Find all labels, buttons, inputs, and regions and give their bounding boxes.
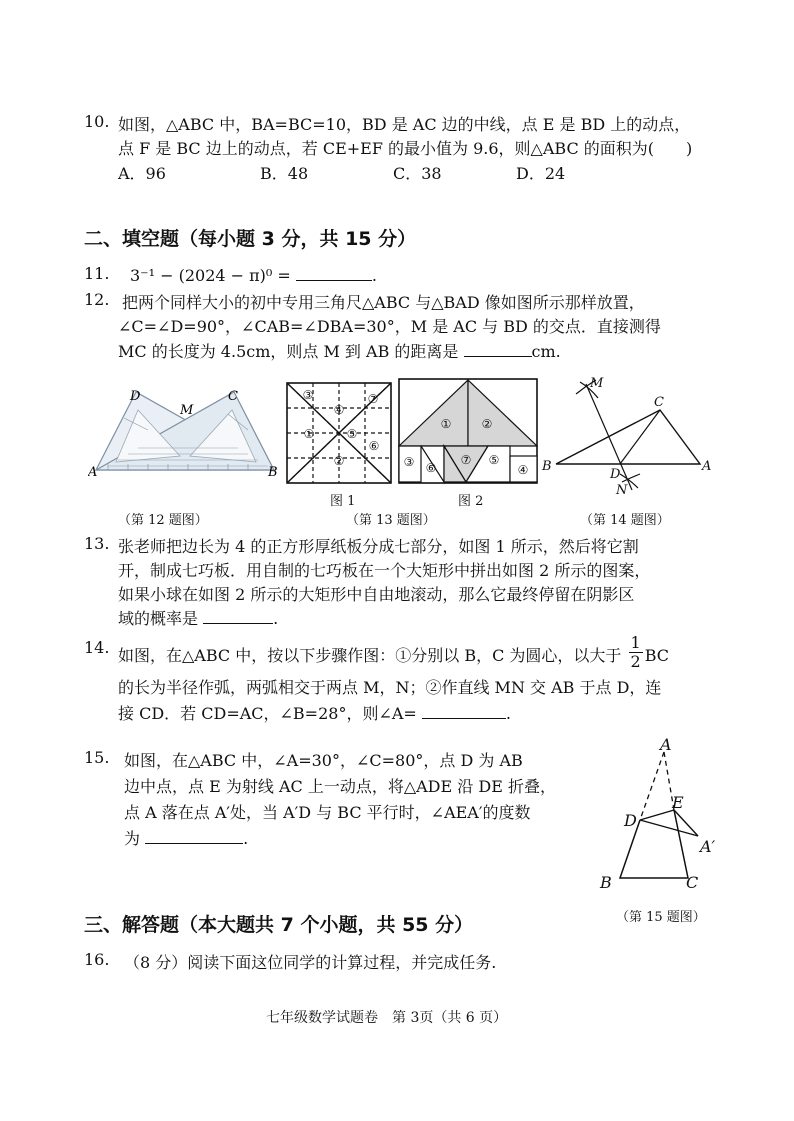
q14-answer-blank[interactable] [422, 702, 506, 719]
q10-line1: 如图，△ABC 中，BA=BC=10，BD 是 AC 边的中线，点 E 是 BD 上的动点， [118, 115, 691, 134]
fig13-g2-piece-5: ⑤ [488, 453, 500, 467]
q11-period: . [371, 266, 378, 285]
q16-text: （8 分）阅读下面这位同学的计算过程，并完成任务. [124, 953, 497, 972]
fig15-label-d: D [624, 811, 637, 830]
fig13-g1-piece-1: ① [303, 427, 315, 441]
fig15-caption: （第 15 题图） [616, 910, 706, 925]
q14-line3 [118, 701, 511, 724]
q10-option-d: D．24 [516, 164, 566, 183]
fig13-g2-piece-3: ③ [403, 455, 415, 469]
q10-line2: 点 F 是 BC 边上的动点，若 CE+EF 的最小值为 9.6，则△ABC 的面积为( ) [118, 139, 693, 158]
fig13-caption: （第 13 题图） [346, 513, 436, 528]
fig13-g1-piece-6: ⑥ [368, 439, 380, 453]
q10-option-b: B．48 [260, 164, 309, 183]
q14-bc: BC [644, 646, 669, 665]
q10-option-c: C．38 [393, 164, 442, 183]
q13-line4 [118, 606, 278, 629]
section2-title: 二、填空题（每小题 3 分，共 15 分） [84, 228, 417, 250]
q12-line1: 把两个同样大小的初中专用三角尺△ABC 与△BAD 像如图所示那样放置， [122, 293, 645, 312]
q11-number: 11. [84, 264, 110, 283]
fig15-label-c: C [686, 873, 699, 892]
q14-fraction [629, 634, 643, 671]
q15-line4-text: 为 [124, 829, 141, 848]
fig13-sub2: 图 2 [458, 494, 484, 509]
fig14-triangle-construction [540, 374, 720, 498]
q15-line4 [124, 826, 248, 849]
q14-fraction-numerator: 1 [630, 633, 641, 652]
q11-line [130, 264, 377, 285]
q13-line4-text: 域的概率是 [118, 609, 199, 628]
q15-line3: 点 A 落在点 A′处，当 A′D 与 BC 平行时，∠AEA′的度数 [124, 803, 531, 822]
fig13-g1-piece-3: ③ [302, 388, 314, 402]
q11-expression: 3⁻¹ − (2024 − π)⁰ = [130, 266, 291, 285]
q16-number: 16. [84, 950, 110, 969]
fig12-caption: （第 12 题图） [118, 513, 208, 528]
q15-period: . [243, 829, 249, 848]
fig14-label-c: C [654, 395, 664, 410]
fig13-g2-piece-1: ① [440, 417, 452, 431]
q12-line3 [118, 339, 561, 362]
fig12-label-c: C [228, 389, 238, 404]
q12-unit: cm. [531, 342, 561, 361]
fig13-tangram-square [286, 382, 392, 484]
fig13-g1-piece-2: ② [333, 454, 345, 468]
fig13-g2-piece-6: ⑥ [425, 461, 437, 475]
q13-line1: 张老师把边长为 4 的正方形厚纸板分成七部分，如图 1 所示，然后将它割 [118, 537, 639, 556]
q14-period: . [505, 704, 512, 723]
q15-number: 15. [84, 748, 110, 767]
fig14-label-b: B [542, 459, 552, 474]
page-footer: 七年级数学试题卷 第 3页（共 6 页） [266, 1010, 508, 1026]
fig13-g2-piece-2: ② [481, 417, 493, 431]
q14-line1 [118, 633, 669, 675]
q15-line1: 如图，在△ABC 中，∠A=30°，∠C=80°，点 D 为 AB [124, 751, 523, 770]
fig12-triangle-rulers [88, 378, 286, 482]
q14-line1-text: 如图，在△ABC 中，按以下步骤作图：①分别以 B，C 为圆心，以大于 [118, 646, 622, 665]
fig15-label-a-prime: A′ [700, 837, 716, 856]
fig13-g2-piece-4: ④ [517, 463, 529, 477]
q10-number: 10. [84, 112, 110, 131]
fig12-label-a: A [88, 465, 98, 480]
fig13-sub1: 图 1 [330, 494, 356, 509]
q12-line3-text: MC 的长度为 4.5cm，则点 M 到 AB 的距离是 [118, 342, 459, 361]
q14-number: 14. [84, 638, 110, 657]
fig15-label-e: E [672, 793, 684, 812]
q12-number: 12. [84, 290, 110, 309]
fig12-label-b: B [268, 465, 278, 480]
q13-number: 13. [84, 534, 110, 553]
fig13-g1-piece-7: ⑦ [367, 392, 379, 406]
fig13-g1-piece-4: ④ [333, 403, 345, 417]
q11-answer-blank[interactable] [296, 264, 372, 281]
q13-line2: 开，制成七巧板．用自制的七巧板在一个大矩形中拼出如图 2 所示的图案， [118, 561, 651, 580]
fig13-g2-piece-7: ⑦ [460, 453, 472, 467]
q13-line3: 如果小球在如图 2 所示的大矩形中自由地滚动，那么它最终停留在阴影区 [118, 585, 635, 604]
q12-line2: ∠C=∠D=90°，∠CAB=∠DBA=30°，M 是 AC 与 BD 的交点．直接测得 [118, 317, 661, 336]
fig14-label-a: A [702, 459, 712, 474]
section3-title: 三、解答题（本大题共 7 个小题，共 55 分） [84, 914, 474, 936]
q14-line3-text: 接 CD．若 CD=AC，∠B=28°，则∠A= [118, 704, 417, 723]
q15-line2: 边中点，点 E 为射线 AC 上一动点，将△ADE 沿 DE 折叠， [124, 777, 556, 796]
q10-option-a: A．96 [118, 164, 166, 183]
fig13-g1-piece-5: ⑤ [346, 427, 358, 441]
q14-line2: 的长为半径作弧，两弧相交于两点 M，N；②作直线 MN 交 AB 于点 D，连 [118, 678, 662, 697]
q12-answer-blank[interactable] [464, 340, 532, 357]
fig15-label-a: A [660, 738, 672, 754]
fig12-label-d: D [130, 389, 141, 404]
fig13-tangram-rectangle [398, 378, 538, 484]
fig15-fold-triangle [596, 738, 726, 896]
q13-period: . [273, 609, 279, 628]
fig12-label-m: M [180, 403, 194, 418]
fig15-label-b: B [600, 873, 612, 892]
fig14-label-d: D [610, 467, 621, 482]
q14-fraction-denominator: 2 [630, 652, 641, 671]
fig14-caption: （第 14 题图） [580, 513, 670, 528]
q13-answer-blank[interactable] [203, 607, 273, 624]
fig14-label-m: M [590, 376, 604, 391]
fig14-label-n: N [616, 483, 628, 498]
q15-answer-blank[interactable] [145, 827, 243, 844]
